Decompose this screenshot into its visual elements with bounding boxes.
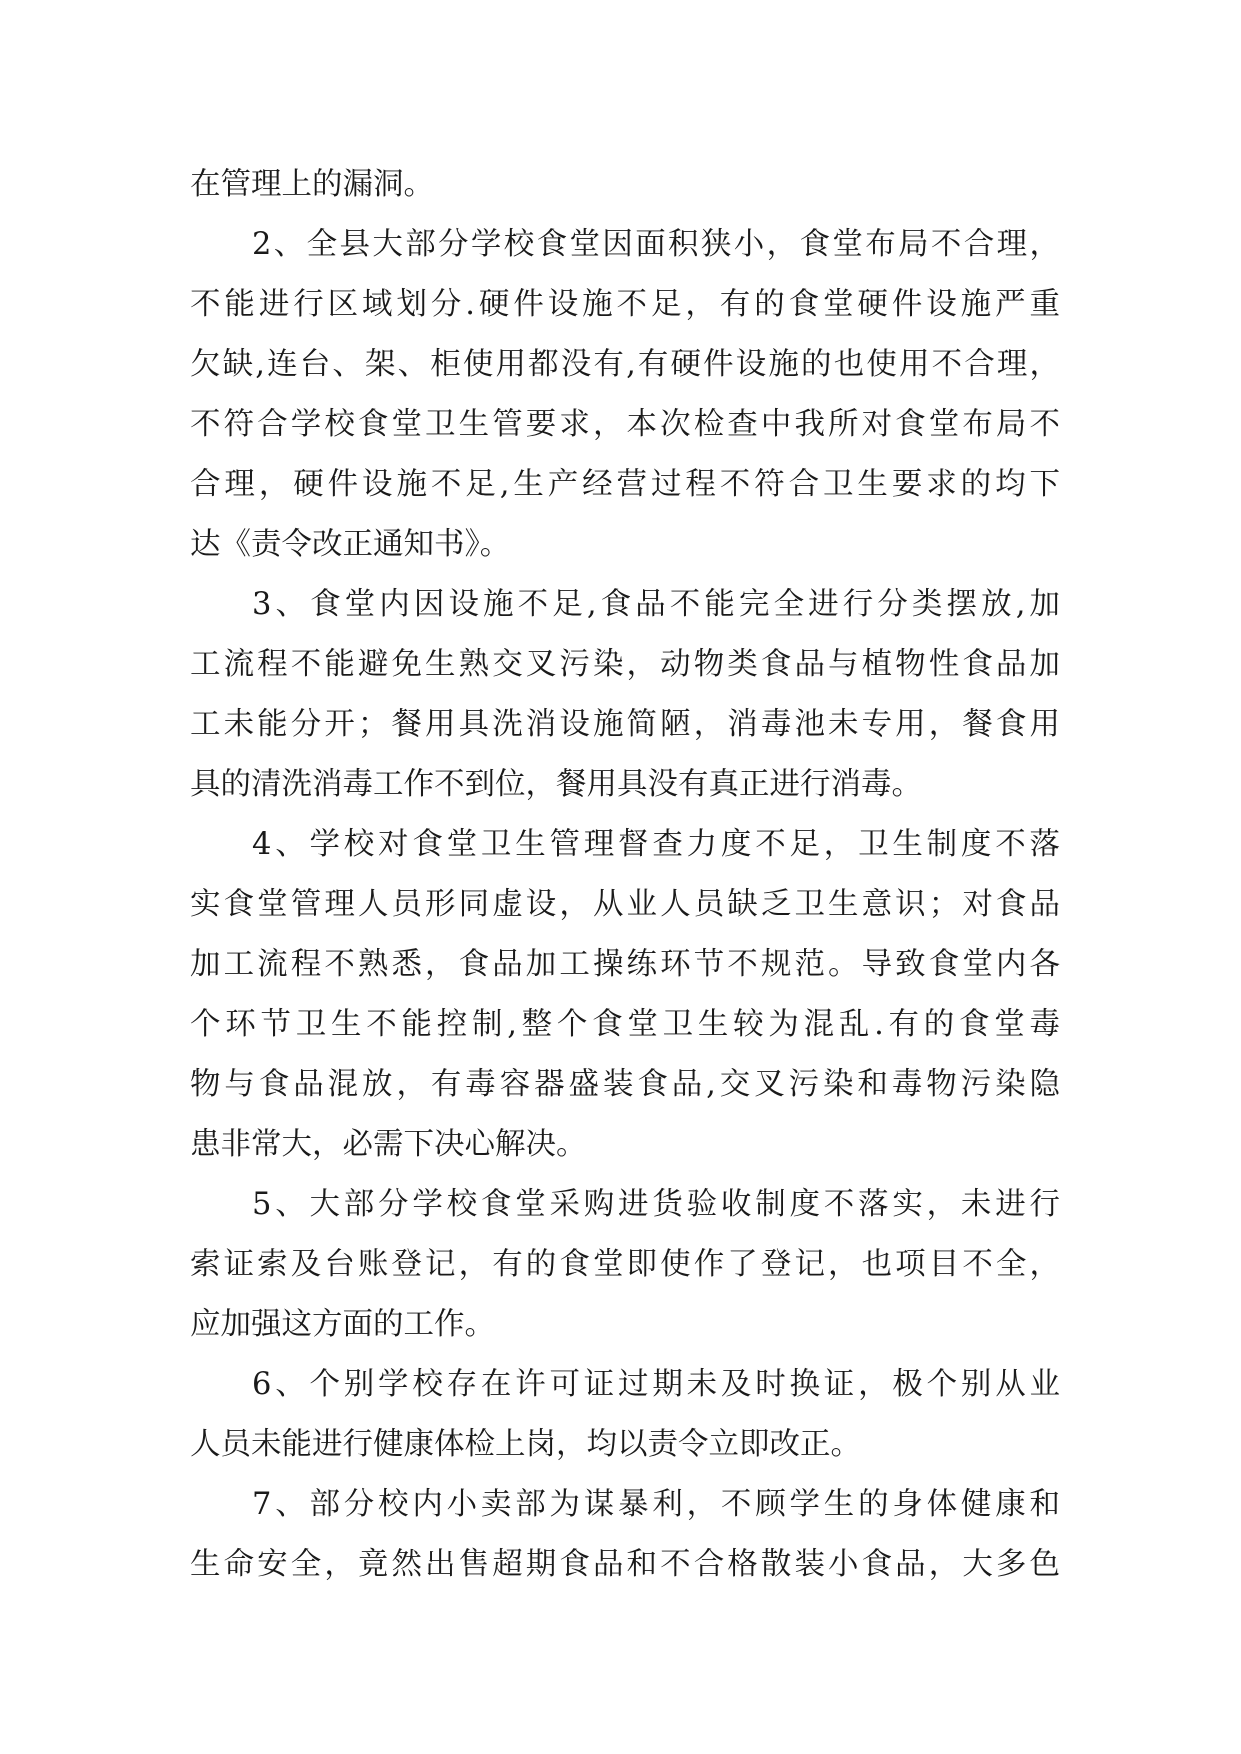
- text-line: 具的清洗消毒工作不到位，餐用具没有真正进行消毒。: [190, 767, 922, 802]
- text-line: 7、部分校内小卖部为谋暴利，不顾学生的身体健康和: [252, 1487, 1060, 1522]
- text-line: 实食堂管理人员形同虚设，从业人员缺乏卫生意识；对食品: [190, 887, 1060, 922]
- text-line: 2、全县大部分学校食堂因面积狭小，食堂布局不合理，: [252, 227, 1060, 262]
- text-line: 工未能分开；餐用具洗消设施简陋，消毒池未专用，餐食用: [190, 707, 1060, 742]
- text-line: 在管理上的漏洞。: [190, 167, 434, 202]
- text-line: 达《责令改正通知书》。: [190, 527, 511, 562]
- text-line: 患非常大，必需下决心解决。: [190, 1127, 587, 1162]
- text-line: 不能进行区域划分.硬件设施不足，有的食堂硬件设施严重: [190, 287, 1060, 322]
- text-line: 索证索及台账登记，有的食堂即使作了登记，也项目不全，: [190, 1247, 1060, 1282]
- text-line: 合理，硬件设施不足,生产经营过程不符合卫生要求的均下: [190, 467, 1060, 502]
- text-line: 生命安全，竟然出售超期食品和不合格散装小食品，大多色: [190, 1547, 1060, 1582]
- text-line: 加工流程不熟悉，食品加工操练环节不规范。导致食堂内各: [190, 947, 1060, 982]
- text-line: 欠缺,连台、架、柜使用都没有,有硬件设施的也使用不合理，: [190, 347, 1060, 382]
- text-line: 5、大部分学校食堂采购进货验收制度不落实，未进行: [252, 1187, 1060, 1222]
- text-line: 物与食品混放，有毒容器盛装食品,交叉污染和毒物污染隐: [190, 1067, 1060, 1102]
- text-line: 人员未能进行健康体检上岗，均以责令立即改正。: [190, 1427, 861, 1462]
- text-line: 应加强这方面的工作。: [190, 1307, 495, 1342]
- text-line: 工流程不能避免生熟交叉污染，动物类食品与植物性食品加: [190, 647, 1060, 682]
- text-line: 6、个别学校存在许可证过期未及时换证，极个别从业: [252, 1367, 1060, 1402]
- text-line: 3、食堂内因设施不足,食品不能完全进行分类摆放,加: [252, 587, 1060, 622]
- text-line: 个环节卫生不能控制,整个食堂卫生较为混乱.有的食堂毒: [190, 1007, 1060, 1042]
- text-line: 4、学校对食堂卫生管理督查力度不足，卫生制度不落: [252, 827, 1060, 862]
- text-line: 不符合学校食堂卫生管要求，本次检查中我所对食堂布局不: [190, 407, 1060, 442]
